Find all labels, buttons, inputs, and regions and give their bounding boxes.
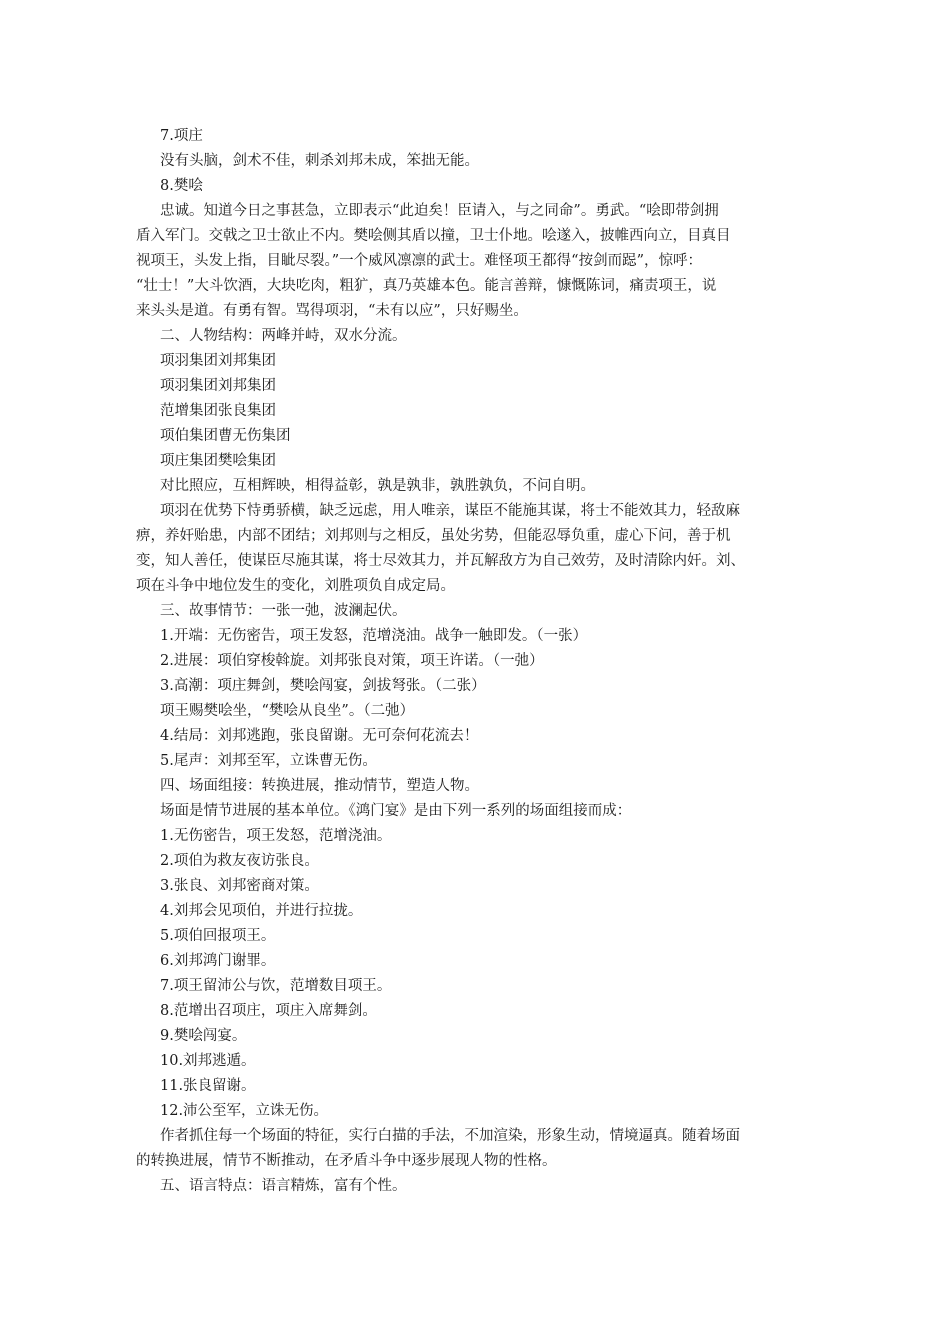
- text-line: 项庄集团樊哙集团: [160, 453, 276, 469]
- text-line: 来头头是道。有勇有智。骂得项羽，“未有以应”，只好赐坐。: [136, 303, 528, 319]
- text-line: 的转换进展，情节不断推动，在矛盾斗争中逐步展现人物的性格。: [136, 1153, 557, 1169]
- text-line: 痹，养奸贻患，内部不团结；刘邦则与之相反，虽处劣势，但能忍辱负重，虚心下问，善于机: [136, 528, 731, 544]
- text-line: 三、故事情节：一张一弛，波澜起伏。: [160, 603, 407, 619]
- text-line: 没有头脑，剑术不佳，刺杀刘邦未成，笨拙无能。: [160, 153, 479, 169]
- text-line: 作者抓住每一个场面的特征，实行白描的手法，不加渲染，形象生动，情境逼真。随着场面: [160, 1128, 740, 1144]
- text-line: 五、语言特点：语言精炼，富有个性。: [160, 1178, 407, 1194]
- text-line: 变，知人善任，使谋臣尽施其谋，将士尽效其力，并瓦解敌方为自己效劳，及时清除内奸。刘、: [136, 553, 745, 569]
- text-line: 10.刘邦逃遁。: [160, 1053, 256, 1069]
- text-line: 6.刘邦鸿门谢罪。: [160, 953, 276, 969]
- text-line: 4.刘邦会见项伯，并进行拉拢。: [160, 903, 363, 919]
- text-line: 视项王，头发上指，目眦尽裂。”一个威风凛凛的武士。难怪项王都得“按剑而跽”，惊呼：: [136, 253, 702, 269]
- text-line: 1.开端：无伤密告，项王发怒，范增浇油。战争一触即发。（一张）: [160, 628, 588, 644]
- text-line: 4.结局：刘邦逃跑，张良留谢。无可奈何花流去！: [160, 728, 479, 744]
- text-line: 项羽集团刘邦集团: [160, 353, 276, 369]
- text-line: 3.高潮：项庄舞剑，樊哙闯宴，剑拔弩张。（二张）: [160, 678, 486, 694]
- text-line: 5.项伯回报项王。: [160, 928, 276, 944]
- text-line: 12.沛公至军，立诛无伤。: [160, 1103, 329, 1119]
- text-line: 7.项王留沛公与饮，范增数目项王。: [160, 978, 392, 994]
- text-line: 7.项庄: [160, 128, 203, 144]
- text-line: 2.进展：项伯穿梭斡旋。刘邦张良对策，项王许诺。（一弛）: [160, 653, 544, 669]
- text-line: 场面是情节进展的基本单位。《鸿门宴》是由下列一系列的场面组接而成：: [160, 803, 632, 819]
- text-line: 3.张良、刘邦密商对策。: [160, 878, 319, 894]
- text-line: 四、场面组接：转换进展，推动情节，塑造人物。: [160, 778, 479, 794]
- text-line: 项伯集团曹无伤集团: [160, 428, 291, 444]
- text-line: 8.樊哙: [160, 178, 203, 194]
- text-line: 11.张良留谢。: [160, 1078, 256, 1094]
- text-line: 项羽在优势下恃勇骄横，缺乏远虑，用人唯亲，谋臣不能施其谋，将士不能效其力，轻敌麻: [160, 503, 740, 519]
- text-line: 二、人物结构：两峰并峙，双水分流。: [160, 328, 407, 344]
- text-line: 9.樊哙闯宴。: [160, 1028, 247, 1044]
- text-line: 忠诚。知道今日之事甚急，立即表示“此迫矣！臣请入，与之同命”。勇武。“哙即带剑拥: [160, 203, 719, 219]
- text-line: 盾入军门。交戟之卫士欲止不内。樊哙侧其盾以撞，卫士仆地。哙遂入，披帷西向立，目真目: [136, 228, 731, 244]
- text-line: 范增集团张良集团: [160, 403, 276, 419]
- text-line: 对比照应，互相辉映，相得益彰，孰是孰非，孰胜孰负，不问自明。: [160, 478, 595, 494]
- text-line: 5.尾声：刘邦至军，立诛曹无伤。: [160, 753, 377, 769]
- text-line: 项王赐樊哙坐，“樊哙从良坐”。（二弛）: [160, 703, 415, 719]
- text-line: 2.项伯为救友夜访张良。: [160, 853, 319, 869]
- text-line: 8.范增出召项庄，项庄入席舞剑。: [160, 1003, 377, 1019]
- text-line: 项羽集团刘邦集团: [160, 378, 276, 394]
- text-line: 项在斗争中地位发生的变化，刘胜项负自成定局。: [136, 578, 455, 594]
- text-line: “壮士！”大斗饮酒，大块吃肉，粗犷，真乃英雄本色。能言善辩，慷慨陈词，痛责项王，说: [136, 278, 717, 294]
- text-line: 1.无伤密告，项王发怒，范增浇油。: [160, 828, 392, 844]
